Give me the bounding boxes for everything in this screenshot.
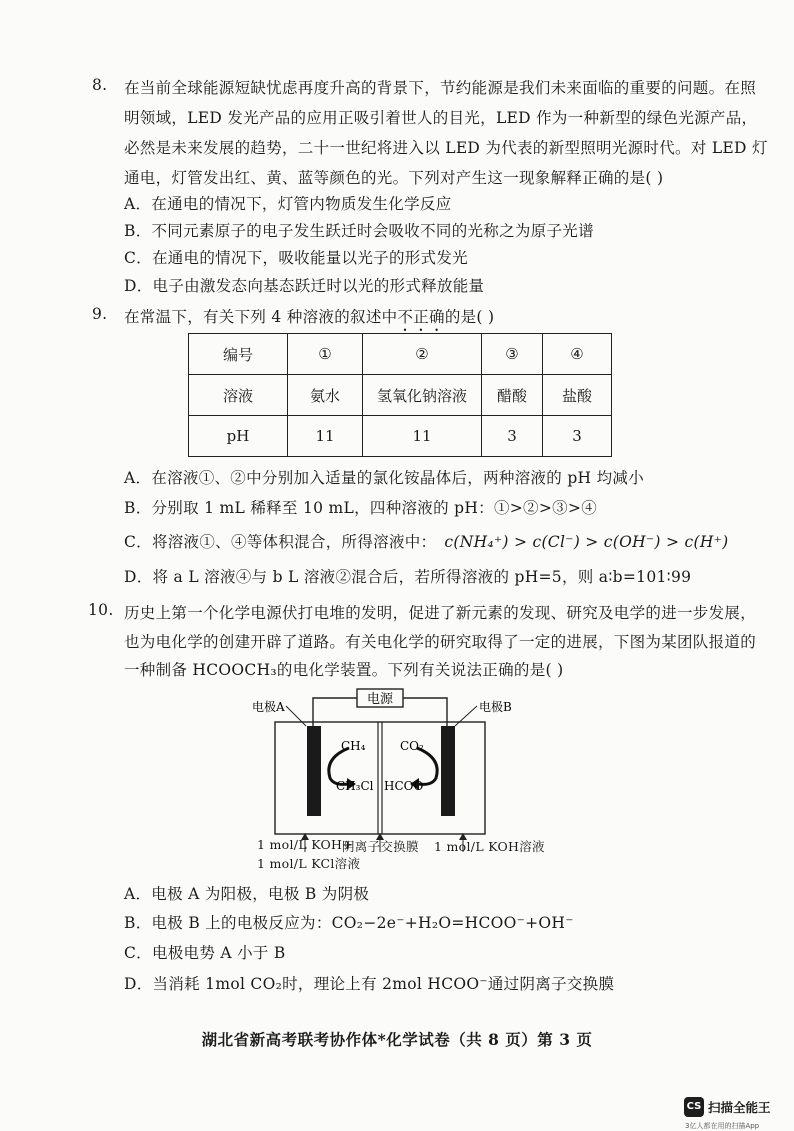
table-cell: ①	[288, 334, 363, 375]
table-cell: 盐酸	[543, 375, 612, 416]
option-d: D．当消耗 1mol CO₂时，理论上有 2mol HCOO⁻通过阴离子交换膜	[124, 975, 615, 993]
solution-table	[188, 333, 612, 457]
leader-line	[286, 706, 306, 726]
table-row	[189, 334, 612, 375]
option-b: B．电极 B 上的电极反应为：CO₂−2e⁻+H₂O=HCOO⁻+OH⁻	[124, 914, 574, 932]
watermark-name: 扫描全能王	[708, 1100, 771, 1115]
option-c: C．在通电的情况下，吸收能量以光子的形式发光	[124, 249, 468, 267]
table-cell: ②	[363, 334, 482, 375]
table-cell: ④	[543, 334, 612, 375]
electrode-b-label: 电极B	[479, 700, 512, 714]
question-text-line: 必然是未来发展的趋势，二十一世纪将进入以 LED 为代表的新型照明光源时代。对 LED 灯	[124, 139, 768, 157]
question-text-line: 一种制备 HCOOCH₃的电化学装置。下列有关说法正确的是( )	[124, 661, 564, 679]
species-ch4: CH₄	[341, 739, 366, 753]
electrode-a-label: 电极A	[252, 700, 285, 714]
question-text-line: 通电，灯管发出红、黄、蓝等颜色的光。下列对产生这一现象解释正确的是( )	[124, 169, 664, 187]
species-hcoo: HCOO⁻	[384, 779, 430, 793]
question-text-line: 历史上第一个化学电源伏打电堆的发明，促进了新元素的发现、研究及电学的进一步发展，	[124, 604, 757, 622]
electrode-b	[441, 726, 455, 816]
option-a: A．在溶液①、②中分别加入适量的氯化铵晶体后，两种溶液的 pH 均减小	[124, 469, 644, 487]
watermark-subtitle: 3亿人都在用的扫描App	[685, 1122, 760, 1130]
table-cell: 氢氧化钠溶液	[363, 375, 482, 416]
table-cell: 溶液	[189, 375, 288, 416]
table-cell: 3	[543, 416, 612, 457]
leader-line	[455, 706, 477, 726]
question-number: 9.	[92, 305, 108, 323]
concentration-formula: c(NH₄⁺) > c(Cl⁻) > c(OH⁻) > c(H⁺)	[444, 533, 729, 551]
table-cell: 11	[288, 416, 363, 457]
electrode-a	[307, 726, 321, 816]
question-number: 8.	[92, 76, 108, 94]
option-b: B．分别取 1 mL 稀释至 10 mL，四种溶液的 pH：①>②>③>④	[124, 499, 598, 517]
question-text-line: 在当前全球能源短缺忧虑再度升高的背景下，节约能源是我们未来面临的重要的问题。在照	[124, 79, 757, 97]
option-b: B．不同元素原子的电子发生跃迁时会吸收不同的光称之为原子光谱	[124, 222, 594, 240]
question-text-line: 也为电化学的创建开辟了道路。有关电化学的研究取得了一定的进展，下图为某团队报道的	[124, 633, 757, 651]
option-a: A．在通电的情况下，灯管内物质发生化学反应	[124, 195, 452, 213]
species-ch3cl: CH₃Cl	[336, 779, 374, 793]
right-solution-label: 1 mol/L KOH溶液	[434, 839, 545, 854]
table-cell: 醋酸	[482, 375, 543, 416]
option-a: A．电极 A 为阳极，电极 B 为阴极	[124, 885, 370, 903]
question-stem: 在常温下，有关下列 4 种溶液的叙述中不正确的是( )	[124, 308, 495, 326]
table-cell: ③	[482, 334, 543, 375]
species-co2: CO₂	[400, 739, 424, 753]
left-solution-label-2: 1 mol/L KCl溶液	[257, 856, 361, 871]
table-row	[189, 375, 612, 416]
table-cell: pH	[189, 416, 288, 457]
option-c: C．将溶液①、④等体积混合，所得溶液中： c(NH₄⁺) > c(Cl⁻) > c(OH⁻) > c(H⁺)	[124, 533, 729, 551]
question-number: 10.	[88, 601, 114, 619]
left-solution-label-1: 1 mol/L KOH+	[257, 837, 354, 852]
option-d: D．将 a L 溶液④与 b L 溶液②混合后，若所得溶液的 pH=5，则 a∶b=101∶99	[124, 568, 692, 586]
page-footer: 湖北省新高考联考协作体*化学试卷（共 8 页）第 3 页	[201, 1030, 593, 1049]
option-d: D．电子由激发态向基态跃迁时以光的形式释放能量	[124, 277, 485, 295]
power-source-label: 电源	[366, 692, 394, 707]
emphasis-text: 不正确	[397, 308, 445, 326]
table-cell: 3	[482, 416, 543, 457]
table-cell: 11	[363, 416, 482, 457]
table-cell: 编号	[189, 334, 288, 375]
option-c: C．电极电势 A 小于 B	[124, 944, 286, 962]
membrane-label: 阴离子交换膜	[342, 839, 419, 854]
question-text-line: 明领域，LED 发光产品的应用正吸引着世人的目光，LED 作为一种新型的绿色光源产品，	[124, 109, 758, 127]
table-row	[189, 416, 612, 457]
camscanner-logo-icon: CS	[684, 1097, 704, 1117]
table-cell: 氨水	[288, 375, 363, 416]
